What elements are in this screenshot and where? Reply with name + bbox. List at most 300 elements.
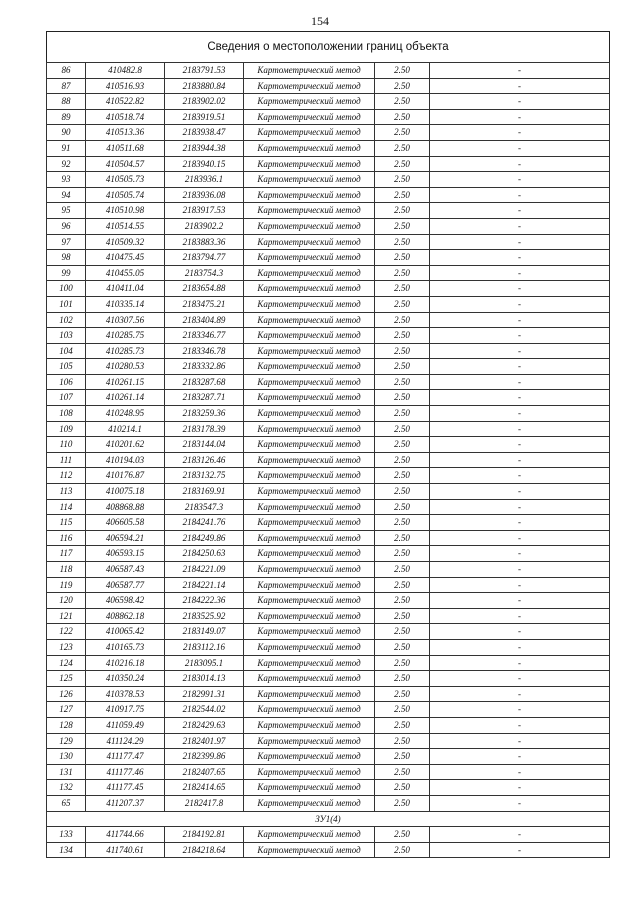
accuracy-cell: 2.50 [375,156,430,172]
point-number-cell: 101 [47,296,86,312]
accuracy-cell: 2.50 [375,140,430,156]
point-number-cell: 119 [47,577,86,593]
accuracy-cell: 2.50 [375,328,430,344]
x-coordinate-cell: 410194.03 [86,452,165,468]
description-cell: - [430,390,610,406]
description-cell: - [430,686,610,702]
point-number-cell: 115 [47,515,86,531]
accuracy-cell: 2.50 [375,78,430,94]
point-number-cell: 109 [47,421,86,437]
y-coordinate-cell: 2183149.07 [165,624,244,640]
description-cell: - [430,250,610,266]
x-coordinate-cell: 410513.36 [86,125,165,141]
method-cell: Картометрический метод [244,140,375,156]
method-cell: Картометрический метод [244,655,375,671]
point-number-cell: 113 [47,484,86,500]
table-row [47,281,610,297]
method-cell: Картометрический метод [244,343,375,359]
point-number-cell: 100 [47,281,86,297]
method-cell: Картометрический метод [244,218,375,234]
description-cell: - [430,296,610,312]
y-coordinate-cell: 2183332.86 [165,359,244,375]
y-coordinate-cell: 2183346.77 [165,328,244,344]
y-coordinate-cell: 2183132.75 [165,468,244,484]
y-coordinate-cell: 2183791.53 [165,63,244,79]
table-row [47,406,610,422]
accuracy-cell: 2.50 [375,312,430,328]
point-number-cell: 123 [47,639,86,655]
point-number-cell: 95 [47,203,86,219]
x-coordinate-cell: 411207.37 [86,795,165,811]
method-cell: Картометрический метод [244,94,375,110]
table-row [47,234,610,250]
table-row [47,109,610,125]
y-coordinate-cell: 2183902.02 [165,94,244,110]
description-cell: - [430,172,610,188]
description-cell: - [430,593,610,609]
y-coordinate-cell: 2182429.63 [165,717,244,733]
y-coordinate-cell: 2183919.51 [165,109,244,125]
accuracy-cell: 2.50 [375,530,430,546]
description-cell: - [430,733,610,749]
y-coordinate-cell: 2183126.46 [165,452,244,468]
page-number: 154 [311,14,329,28]
accuracy-cell: 2.50 [375,577,430,593]
x-coordinate-cell: 410511.68 [86,140,165,156]
method-cell: Картометрический метод [244,125,375,141]
boundary-table [46,31,610,858]
x-coordinate-cell: 410261.15 [86,374,165,390]
accuracy-cell: 2.50 [375,359,430,375]
method-cell: Картометрический метод [244,593,375,609]
x-coordinate-cell: 406598.42 [86,593,165,609]
method-cell: Картометрический метод [244,530,375,546]
table-row [47,390,610,406]
table-row [47,343,610,359]
section-table-body [47,827,610,858]
accuracy-cell: 2.50 [375,515,430,531]
point-number-cell: 88 [47,94,86,110]
method-cell: Картометрический метод [244,359,375,375]
table-row [47,172,610,188]
x-coordinate-cell: 410285.73 [86,343,165,359]
y-coordinate-cell: 2184241.76 [165,515,244,531]
point-number-cell: 111 [47,452,86,468]
point-number-cell: 112 [47,468,86,484]
x-coordinate-cell: 410522.82 [86,94,165,110]
accuracy-cell: 2.50 [375,499,430,515]
x-coordinate-cell: 410248.95 [86,406,165,422]
x-coordinate-cell: 410482.8 [86,63,165,79]
table-row [47,702,610,718]
description-cell: - [430,577,610,593]
x-coordinate-cell: 410455.05 [86,265,165,281]
x-coordinate-cell: 411124.29 [86,733,165,749]
accuracy-cell: 2.50 [375,125,430,141]
point-number-cell: 98 [47,250,86,266]
x-coordinate-cell: 411177.45 [86,780,165,796]
description-cell: - [430,499,610,515]
description-cell: - [430,515,610,531]
description-cell: - [430,842,610,858]
x-coordinate-cell: 410261.14 [86,390,165,406]
accuracy-cell: 2.50 [375,94,430,110]
y-coordinate-cell: 2183144.04 [165,437,244,453]
accuracy-cell: 2.50 [375,484,430,500]
description-cell: - [430,702,610,718]
table-row [47,452,610,468]
table-row [47,593,610,609]
x-coordinate-cell: 410216.18 [86,655,165,671]
x-coordinate-cell: 410201.62 [86,437,165,453]
method-cell: Картометрический метод [244,764,375,780]
accuracy-cell: 2.50 [375,780,430,796]
accuracy-cell: 2.50 [375,671,430,687]
description-cell: - [430,655,610,671]
y-coordinate-cell: 2184250.63 [165,546,244,562]
table-row [47,94,610,110]
description-cell: - [430,328,610,344]
accuracy-cell: 2.50 [375,374,430,390]
accuracy-cell: 2.50 [375,546,430,562]
table-row [47,624,610,640]
x-coordinate-cell: 410516.93 [86,78,165,94]
accuracy-cell: 2.50 [375,296,430,312]
method-cell: Картометрический метод [244,437,375,453]
table-row [47,125,610,141]
accuracy-cell: 2.50 [375,749,430,765]
description-cell: - [430,218,610,234]
description-cell: - [430,468,610,484]
description-cell: - [430,265,610,281]
point-number-cell: 107 [47,390,86,406]
method-cell: Картометрический метод [244,421,375,437]
point-number-cell: 105 [47,359,86,375]
point-number-cell: 65 [47,795,86,811]
y-coordinate-cell: 2183547.3 [165,499,244,515]
description-cell: - [430,546,610,562]
table-row [47,359,610,375]
x-coordinate-cell: 410378.53 [86,686,165,702]
point-number-cell: 94 [47,187,86,203]
x-coordinate-cell: 411744.66 [86,827,165,843]
accuracy-cell: 2.50 [375,421,430,437]
point-number-cell: 103 [47,328,86,344]
y-coordinate-cell: 2183404.89 [165,312,244,328]
point-number-cell: 124 [47,655,86,671]
y-coordinate-cell: 2183902.2 [165,218,244,234]
table-row [47,671,610,687]
description-cell: - [430,608,610,624]
x-coordinate-cell: 410350.24 [86,671,165,687]
coordinates-table [46,62,610,858]
y-coordinate-cell: 2183346.78 [165,343,244,359]
accuracy-cell: 2.50 [375,172,430,188]
y-coordinate-cell: 2183794.77 [165,250,244,266]
method-cell: Картометрический метод [244,686,375,702]
method-cell: Картометрический метод [244,671,375,687]
method-cell: Картометрический метод [244,795,375,811]
table-row [47,764,610,780]
table-row [47,546,610,562]
accuracy-cell: 2.50 [375,717,430,733]
description-cell: - [430,63,610,79]
method-cell: Картометрический метод [244,515,375,531]
table-row [47,312,610,328]
x-coordinate-cell: 410307.56 [86,312,165,328]
method-cell: Картометрический метод [244,780,375,796]
y-coordinate-cell: 2183917.53 [165,203,244,219]
accuracy-cell: 2.50 [375,624,430,640]
method-cell: Картометрический метод [244,390,375,406]
x-coordinate-cell: 410475.45 [86,250,165,266]
y-coordinate-cell: 2184192.81 [165,827,244,843]
accuracy-cell: 2.50 [375,281,430,297]
table-row [47,203,610,219]
accuracy-cell: 2.50 [375,468,430,484]
method-cell: Картометрический метод [244,842,375,858]
table-row [47,562,610,578]
point-number-cell: 96 [47,218,86,234]
method-cell: Картометрический метод [244,499,375,515]
description-cell: - [430,484,610,500]
section-header-row [47,811,610,827]
y-coordinate-cell: 2183940.15 [165,156,244,172]
point-number-cell: 106 [47,374,86,390]
point-number-cell: 120 [47,593,86,609]
table-row [47,842,610,858]
accuracy-cell: 2.50 [375,764,430,780]
method-cell: Картометрический метод [244,577,375,593]
table-row [47,296,610,312]
method-cell: Картометрический метод [244,624,375,640]
accuracy-cell: 2.50 [375,218,430,234]
description-cell: - [430,94,610,110]
description-cell: - [430,717,610,733]
accuracy-cell: 2.50 [375,686,430,702]
y-coordinate-cell: 2183654.88 [165,281,244,297]
accuracy-cell: 2.50 [375,639,430,655]
y-coordinate-cell: 2183525.92 [165,608,244,624]
method-cell: Картометрический метод [244,265,375,281]
accuracy-cell: 2.50 [375,265,430,281]
description-cell: - [430,452,610,468]
description-cell: - [430,109,610,125]
method-cell: Картометрический метод [244,234,375,250]
point-number-cell: 122 [47,624,86,640]
x-coordinate-cell: 406587.43 [86,562,165,578]
section-label: ЗУ1(4) [47,811,610,827]
point-number-cell: 99 [47,265,86,281]
y-coordinate-cell: 2183287.71 [165,390,244,406]
x-coordinate-cell: 410509.32 [86,234,165,250]
x-coordinate-cell: 410505.73 [86,172,165,188]
x-coordinate-cell: 410065.42 [86,624,165,640]
y-coordinate-cell: 2183880.84 [165,78,244,94]
point-number-cell: 108 [47,406,86,422]
table-row [47,156,610,172]
description-cell: - [430,156,610,172]
section-header-body [47,811,610,827]
description-cell: - [430,187,610,203]
method-cell: Картометрический метод [244,78,375,94]
description-cell: - [430,78,610,94]
description-cell: - [430,312,610,328]
table-row [47,468,610,484]
method-cell: Картометрический метод [244,749,375,765]
point-number-cell: 104 [47,343,86,359]
point-number-cell: 92 [47,156,86,172]
y-coordinate-cell: 2183936.08 [165,187,244,203]
table-row [47,530,610,546]
description-cell: - [430,827,610,843]
point-number-cell: 114 [47,499,86,515]
y-coordinate-cell: 2182407.65 [165,764,244,780]
x-coordinate-cell: 410285.75 [86,328,165,344]
accuracy-cell: 2.50 [375,63,430,79]
accuracy-cell: 2.50 [375,795,430,811]
y-coordinate-cell: 2183095.1 [165,655,244,671]
method-cell: Картометрический метод [244,203,375,219]
y-coordinate-cell: 2182544.02 [165,702,244,718]
method-cell: Картометрический метод [244,733,375,749]
description-cell: - [430,203,610,219]
x-coordinate-cell: 406605.58 [86,515,165,531]
description-cell: - [430,749,610,765]
method-cell: Картометрический метод [244,562,375,578]
y-coordinate-cell: 2182991.31 [165,686,244,702]
point-number-cell: 89 [47,109,86,125]
y-coordinate-cell: 2182399.86 [165,749,244,765]
x-coordinate-cell: 411740.61 [86,842,165,858]
y-coordinate-cell: 2184222.36 [165,593,244,609]
method-cell: Картометрический метод [244,406,375,422]
accuracy-cell: 2.50 [375,702,430,718]
description-cell: - [430,343,610,359]
method-cell: Картометрический метод [244,468,375,484]
point-number-cell: 118 [47,562,86,578]
x-coordinate-cell: 411059.49 [86,717,165,733]
table-row [47,78,610,94]
accuracy-cell: 2.50 [375,437,430,453]
x-coordinate-cell: 410518.74 [86,109,165,125]
x-coordinate-cell: 406593.15 [86,546,165,562]
accuracy-cell: 2.50 [375,406,430,422]
y-coordinate-cell: 2183259.36 [165,406,244,422]
description-cell: - [430,530,610,546]
description-cell: - [430,795,610,811]
x-coordinate-cell: 408868.88 [86,499,165,515]
coordinates-table-body [47,63,610,812]
table-title: Сведения о местоположении границ объекта [46,31,610,62]
method-cell: Картометрический метод [244,484,375,500]
x-coordinate-cell: 408862.18 [86,608,165,624]
method-cell: Картометрический метод [244,281,375,297]
method-cell: Картометрический метод [244,312,375,328]
table-row [47,328,610,344]
description-cell: - [430,234,610,250]
method-cell: Картометрический метод [244,296,375,312]
description-cell: - [430,671,610,687]
x-coordinate-cell: 410504.57 [86,156,165,172]
point-number-cell: 86 [47,63,86,79]
table-row [47,577,610,593]
y-coordinate-cell: 2184221.14 [165,577,244,593]
point-number-cell: 133 [47,827,86,843]
y-coordinate-cell: 2184249.86 [165,530,244,546]
table-row [47,187,610,203]
method-cell: Картометрический метод [244,172,375,188]
accuracy-cell: 2.50 [375,827,430,843]
accuracy-cell: 2.50 [375,593,430,609]
accuracy-cell: 2.50 [375,842,430,858]
description-cell: - [430,437,610,453]
point-number-cell: 134 [47,842,86,858]
point-number-cell: 90 [47,125,86,141]
y-coordinate-cell: 2183014.13 [165,671,244,687]
point-number-cell: 110 [47,437,86,453]
x-coordinate-cell: 406587.77 [86,577,165,593]
accuracy-cell: 2.50 [375,608,430,624]
y-coordinate-cell: 2183178.39 [165,421,244,437]
method-cell: Картометрический метод [244,546,375,562]
point-number-cell: 131 [47,764,86,780]
x-coordinate-cell: 406594.21 [86,530,165,546]
description-cell: - [430,780,610,796]
description-cell: - [430,639,610,655]
accuracy-cell: 2.50 [375,733,430,749]
description-cell: - [430,764,610,780]
method-cell: Картометрический метод [244,109,375,125]
method-cell: Картометрический метод [244,156,375,172]
point-number-cell: 132 [47,780,86,796]
method-cell: Картометрический метод [244,63,375,79]
y-coordinate-cell: 2183112.16 [165,639,244,655]
point-number-cell: 102 [47,312,86,328]
y-coordinate-cell: 2183936.1 [165,172,244,188]
description-cell: - [430,374,610,390]
table-row [47,374,610,390]
x-coordinate-cell: 411177.46 [86,764,165,780]
description-cell: - [430,421,610,437]
accuracy-cell: 2.50 [375,343,430,359]
table-row [47,749,610,765]
x-coordinate-cell: 410411.04 [86,281,165,297]
y-coordinate-cell: 2182417.8 [165,795,244,811]
method-cell: Картометрический метод [244,717,375,733]
table-row [47,218,610,234]
y-coordinate-cell: 2183169.91 [165,484,244,500]
point-number-cell: 126 [47,686,86,702]
x-coordinate-cell: 410917.75 [86,702,165,718]
point-number-cell: 130 [47,749,86,765]
table-row [47,639,610,655]
description-cell: - [430,140,610,156]
point-number-cell: 93 [47,172,86,188]
table-row [47,250,610,266]
method-cell: Картометрический метод [244,328,375,344]
y-coordinate-cell: 2182414.65 [165,780,244,796]
x-coordinate-cell: 410214.1 [86,421,165,437]
table-row [47,63,610,79]
table-row [47,499,610,515]
point-number-cell: 117 [47,546,86,562]
y-coordinate-cell: 2183883.36 [165,234,244,250]
table-row [47,265,610,281]
accuracy-cell: 2.50 [375,655,430,671]
method-cell: Картометрический метод [244,827,375,843]
table-row [47,608,610,624]
